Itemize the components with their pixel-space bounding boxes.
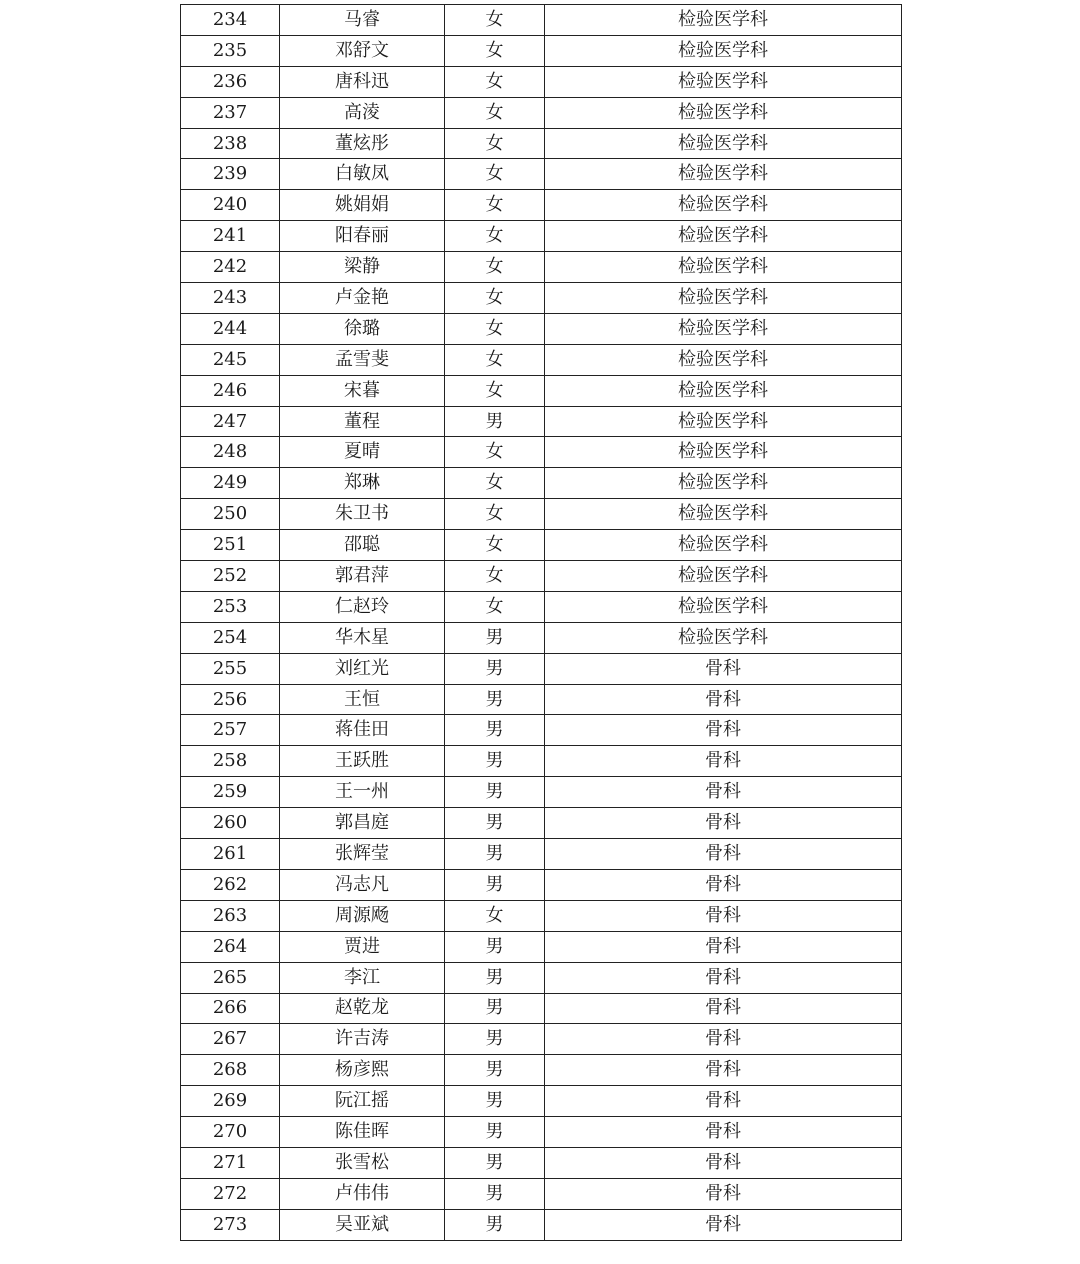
cell-number: 251 [181,530,280,561]
cell-number: 256 [181,684,280,715]
cell-department: 检验医学科 [545,97,902,128]
cell-sex: 女 [445,344,545,375]
cell-department: 骨科 [545,993,902,1024]
cell-name: 华木星 [280,622,445,653]
cell-sex: 女 [445,35,545,66]
table-row [181,1024,902,1055]
cell-name: 卢伟伟 [280,1178,445,1209]
cell-number: 252 [181,561,280,592]
cell-sex: 女 [445,313,545,344]
cell-number: 258 [181,746,280,777]
cell-number: 263 [181,900,280,931]
cell-number: 268 [181,1055,280,1086]
cell-number: 242 [181,252,280,283]
roster-table-body [181,5,902,1241]
table-row [181,993,902,1024]
cell-number: 244 [181,313,280,344]
cell-department: 骨科 [545,962,902,993]
cell-sex: 女 [445,499,545,530]
cell-number: 264 [181,931,280,962]
cell-sex: 男 [445,1147,545,1178]
cell-sex: 女 [445,437,545,468]
cell-number: 272 [181,1178,280,1209]
cell-number: 265 [181,962,280,993]
cell-number: 271 [181,1147,280,1178]
cell-department: 骨科 [545,1024,902,1055]
cell-sex: 女 [445,66,545,97]
cell-sex: 女 [445,375,545,406]
cell-department: 检验医学科 [545,35,902,66]
table-row [181,97,902,128]
cell-department: 骨科 [545,777,902,808]
cell-number: 245 [181,344,280,375]
cell-name: 陈佳晖 [280,1117,445,1148]
cell-department: 检验医学科 [545,437,902,468]
table-row [181,777,902,808]
cell-name: 仁赵玲 [280,591,445,622]
cell-sex: 男 [445,993,545,1024]
cell-number: 247 [181,406,280,437]
cell-number: 259 [181,777,280,808]
cell-sex: 女 [445,128,545,159]
table-row [181,1209,902,1240]
cell-name: 唐科迅 [280,66,445,97]
cell-department: 检验医学科 [545,591,902,622]
table-row [181,1117,902,1148]
cell-sex: 男 [445,962,545,993]
table-row [181,931,902,962]
cell-department: 检验医学科 [545,561,902,592]
cell-department: 检验医学科 [545,159,902,190]
cell-name: 朱卫书 [280,499,445,530]
cell-sex: 男 [445,1209,545,1240]
cell-name: 刘红光 [280,653,445,684]
cell-number: 255 [181,653,280,684]
cell-department: 骨科 [545,1209,902,1240]
cell-department: 检验医学科 [545,5,902,36]
cell-sex: 男 [445,1086,545,1117]
cell-number: 273 [181,1209,280,1240]
table-row [181,1147,902,1178]
cell-name: 赵乾龙 [280,993,445,1024]
cell-number: 269 [181,1086,280,1117]
cell-sex: 女 [445,591,545,622]
cell-department: 检验医学科 [545,622,902,653]
cell-department: 骨科 [545,931,902,962]
table-row [181,406,902,437]
cell-number: 261 [181,839,280,870]
cell-department: 检验医学科 [545,66,902,97]
cell-department: 检验医学科 [545,344,902,375]
cell-sex: 男 [445,746,545,777]
cell-number: 260 [181,808,280,839]
cell-sex: 男 [445,777,545,808]
cell-number: 235 [181,35,280,66]
cell-sex: 女 [445,190,545,221]
cell-sex: 男 [445,406,545,437]
cell-number: 240 [181,190,280,221]
cell-name: 卢金艳 [280,283,445,314]
cell-department: 检验医学科 [545,283,902,314]
cell-number: 250 [181,499,280,530]
table-row [181,283,902,314]
cell-department: 检验医学科 [545,190,902,221]
cell-name: 梁静 [280,252,445,283]
cell-sex: 男 [445,684,545,715]
table-row [181,869,902,900]
cell-sex: 女 [445,159,545,190]
cell-number: 267 [181,1024,280,1055]
cell-name: 白敏凤 [280,159,445,190]
cell-name: 贾进 [280,931,445,962]
cell-number: 254 [181,622,280,653]
cell-department: 骨科 [545,715,902,746]
table-row [181,190,902,221]
cell-department: 骨科 [545,746,902,777]
cell-department: 骨科 [545,1178,902,1209]
cell-name: 邵聪 [280,530,445,561]
cell-department: 检验医学科 [545,530,902,561]
cell-name: 王恒 [280,684,445,715]
table-row [181,499,902,530]
cell-name: 周源飏 [280,900,445,931]
cell-sex: 女 [445,468,545,499]
cell-name: 李江 [280,962,445,993]
cell-name: 王一州 [280,777,445,808]
table-row [181,591,902,622]
cell-sex: 女 [445,5,545,36]
cell-sex: 男 [445,931,545,962]
cell-name: 孟雪斐 [280,344,445,375]
table-row [181,561,902,592]
cell-department: 骨科 [545,1147,902,1178]
table-row [181,344,902,375]
table-row [181,128,902,159]
cell-number: 237 [181,97,280,128]
cell-department: 检验医学科 [545,468,902,499]
table-row [181,808,902,839]
cell-number: 266 [181,993,280,1024]
table-row [181,35,902,66]
cell-number: 262 [181,869,280,900]
cell-department: 骨科 [545,869,902,900]
table-row [181,66,902,97]
cell-sex: 男 [445,808,545,839]
cell-name: 杨彦熙 [280,1055,445,1086]
cell-sex: 男 [445,1178,545,1209]
cell-name: 姚娟娟 [280,190,445,221]
cell-sex: 男 [445,1024,545,1055]
cell-name: 徐璐 [280,313,445,344]
cell-number: 243 [181,283,280,314]
cell-department: 检验医学科 [545,128,902,159]
cell-name: 董炫彤 [280,128,445,159]
cell-sex: 男 [445,653,545,684]
cell-name: 郭君萍 [280,561,445,592]
cell-number: 257 [181,715,280,746]
table-row [181,1178,902,1209]
cell-sex: 女 [445,221,545,252]
cell-sex: 女 [445,283,545,314]
table-row [181,375,902,406]
cell-name: 夏晴 [280,437,445,468]
cell-name: 郭昌庭 [280,808,445,839]
cell-sex: 男 [445,839,545,870]
cell-department: 检验医学科 [545,406,902,437]
cell-number: 238 [181,128,280,159]
cell-name: 马睿 [280,5,445,36]
cell-sex: 男 [445,1055,545,1086]
cell-number: 241 [181,221,280,252]
table-row [181,684,902,715]
cell-number: 249 [181,468,280,499]
table-row [181,221,902,252]
cell-number: 246 [181,375,280,406]
table-row [181,900,902,931]
cell-department: 检验医学科 [545,313,902,344]
cell-number: 248 [181,437,280,468]
table-row [181,159,902,190]
table-row [181,746,902,777]
cell-name: 张雪松 [280,1147,445,1178]
table-row [181,622,902,653]
cell-name: 冯志凡 [280,869,445,900]
cell-department: 检验医学科 [545,499,902,530]
cell-department: 检验医学科 [545,375,902,406]
cell-department: 检验医学科 [545,221,902,252]
cell-sex: 女 [445,900,545,931]
cell-sex: 女 [445,561,545,592]
cell-name: 吴亚斌 [280,1209,445,1240]
table-row [181,653,902,684]
cell-name: 阳春丽 [280,221,445,252]
cell-department: 骨科 [545,1117,902,1148]
cell-number: 236 [181,66,280,97]
cell-name: 王跃胜 [280,746,445,777]
cell-name: 张辉莹 [280,839,445,870]
table-row [181,5,902,36]
table-row [181,715,902,746]
cell-number: 234 [181,5,280,36]
cell-number: 270 [181,1117,280,1148]
table-row [181,530,902,561]
table-row [181,437,902,468]
cell-number: 253 [181,591,280,622]
table-row [181,1086,902,1117]
roster-table [180,4,902,1241]
cell-department: 骨科 [545,808,902,839]
cell-sex: 女 [445,97,545,128]
table-row [181,839,902,870]
cell-sex: 男 [445,622,545,653]
cell-sex: 女 [445,252,545,283]
cell-department: 骨科 [545,684,902,715]
cell-department: 骨科 [545,653,902,684]
cell-name: 宋暮 [280,375,445,406]
cell-department: 骨科 [545,839,902,870]
cell-name: 蒋佳田 [280,715,445,746]
cell-sex: 男 [445,715,545,746]
cell-department: 骨科 [545,900,902,931]
cell-name: 高淩 [280,97,445,128]
cell-name: 董程 [280,406,445,437]
cell-department: 骨科 [545,1055,902,1086]
cell-name: 邓舒文 [280,35,445,66]
table-row [181,313,902,344]
table-row [181,1055,902,1086]
cell-department: 骨科 [545,1086,902,1117]
cell-name: 郑琳 [280,468,445,499]
cell-sex: 女 [445,530,545,561]
cell-sex: 男 [445,869,545,900]
table-row [181,468,902,499]
cell-sex: 男 [445,1117,545,1148]
table-row [181,962,902,993]
cell-number: 239 [181,159,280,190]
cell-name: 许吉涛 [280,1024,445,1055]
table-row [181,252,902,283]
cell-name: 阮江摇 [280,1086,445,1117]
cell-department: 检验医学科 [545,252,902,283]
